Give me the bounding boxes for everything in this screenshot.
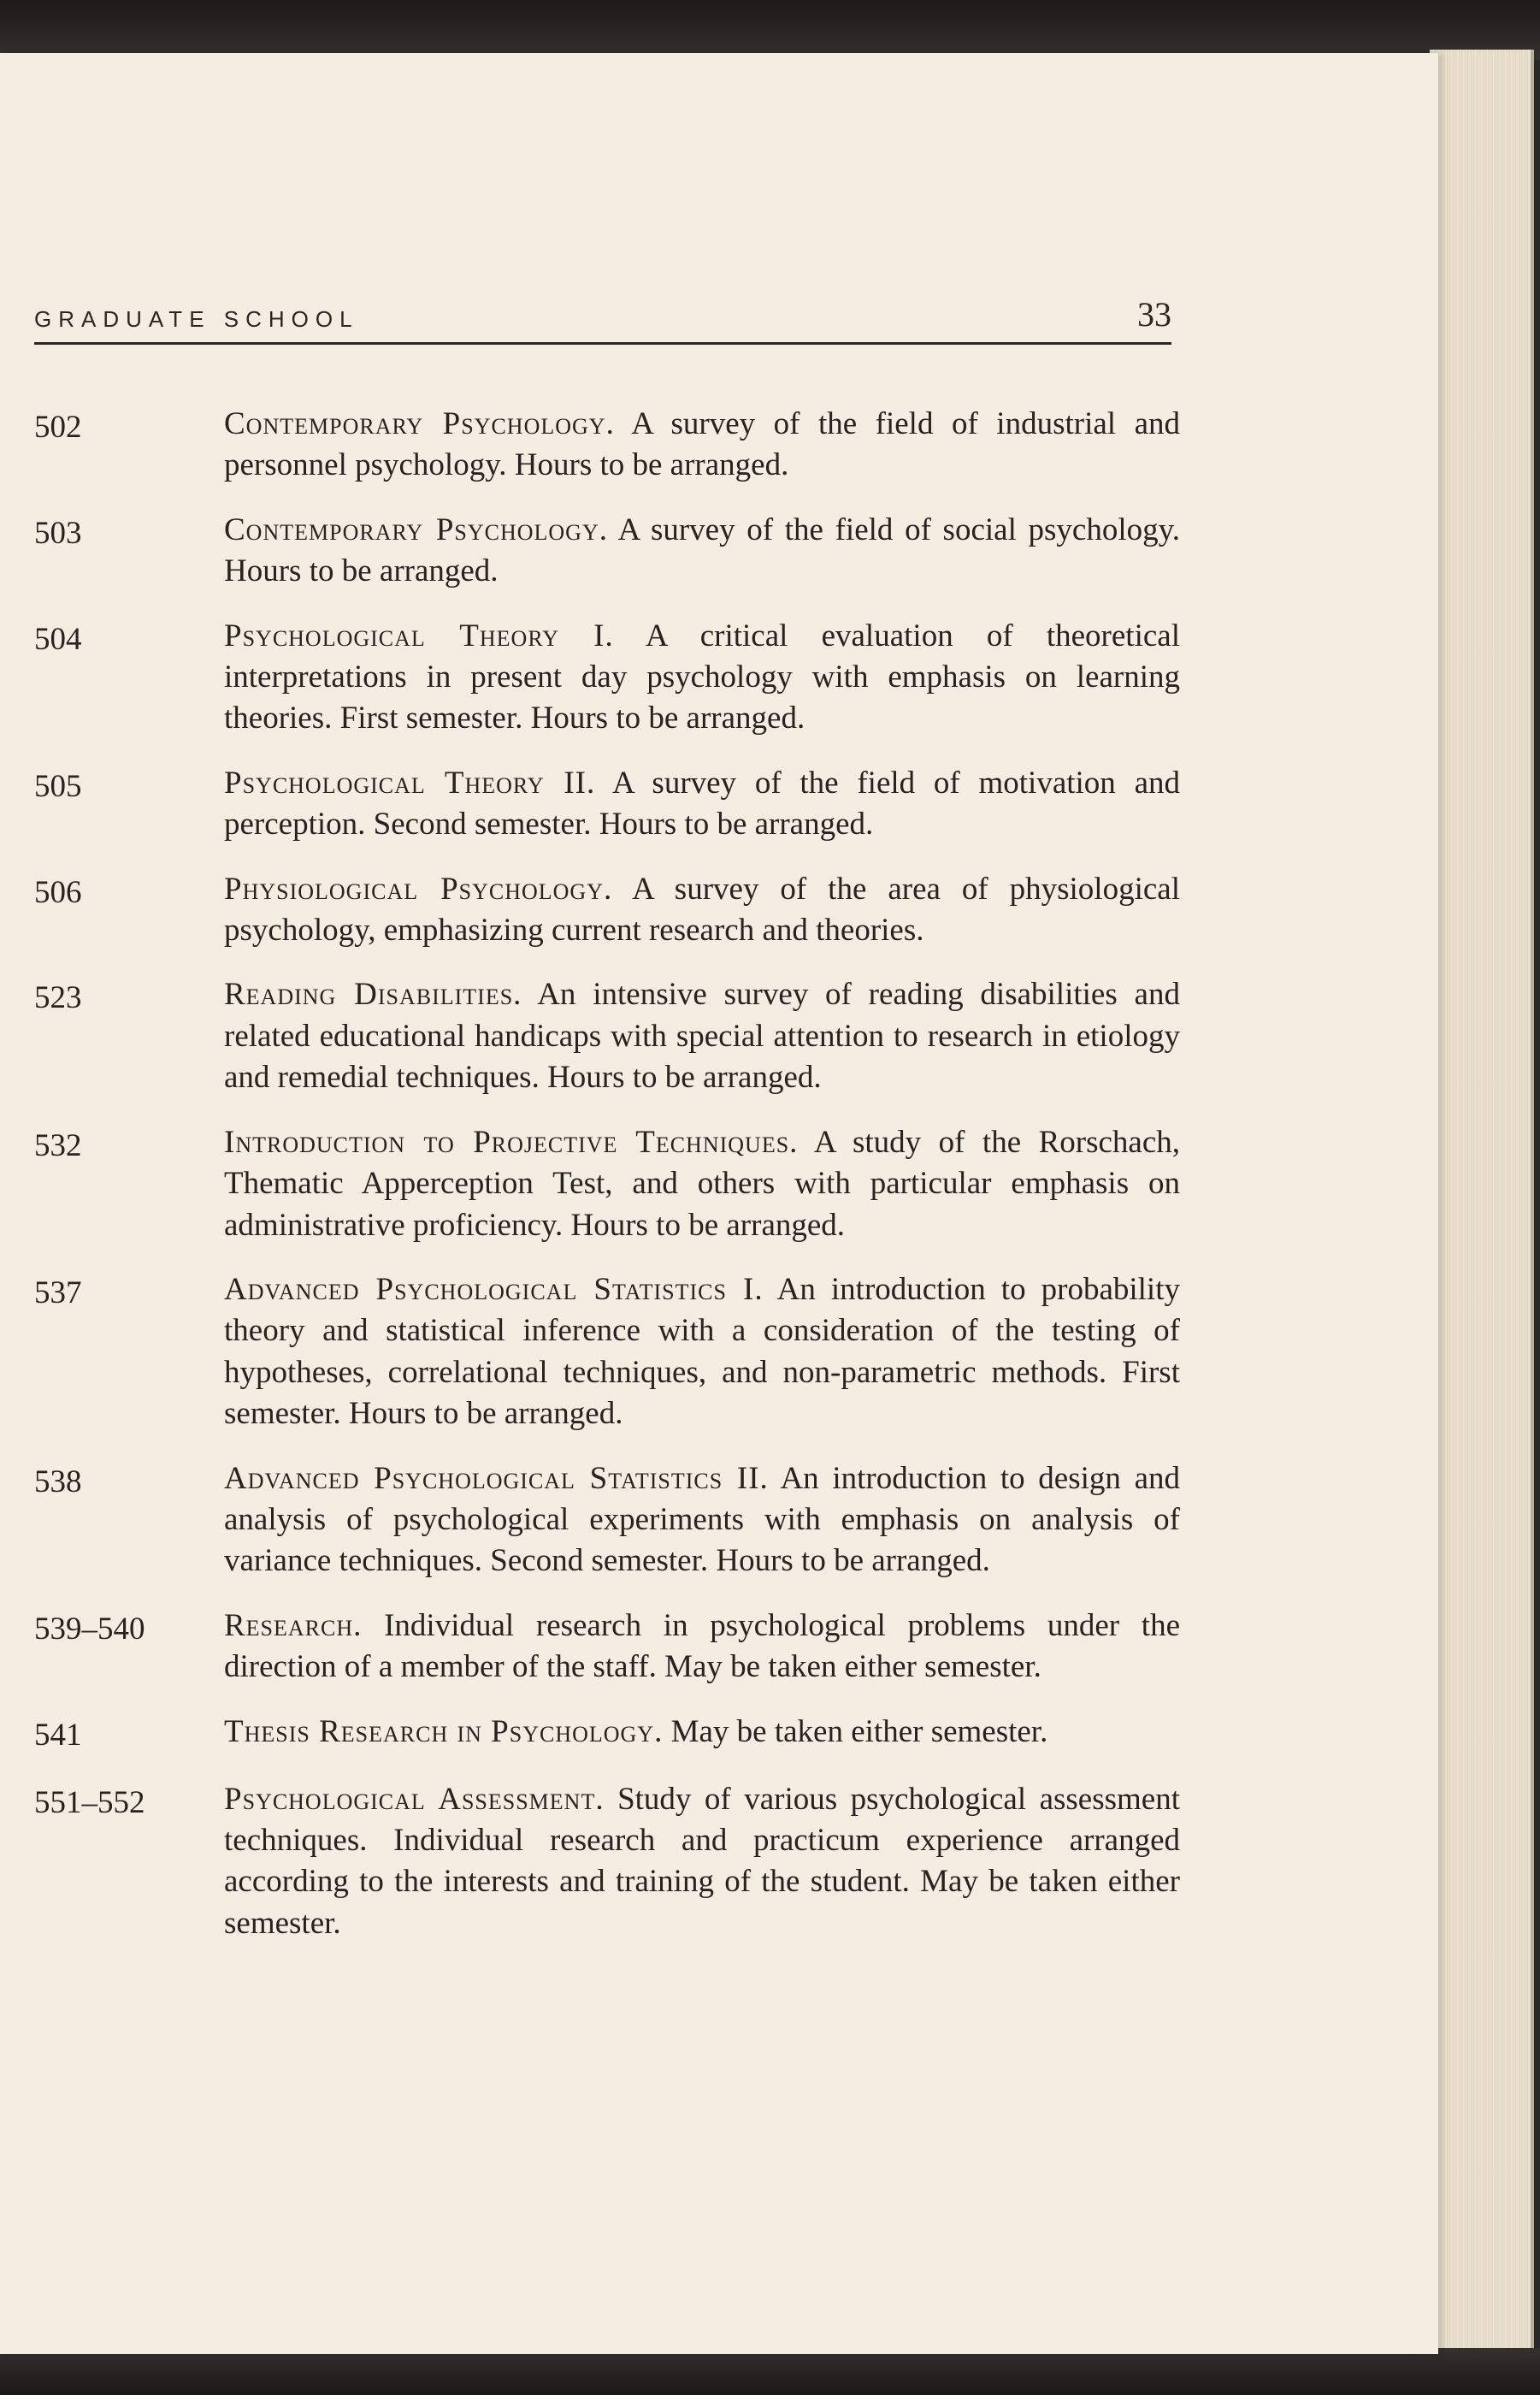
course-description: An introduction to design and analysis of psychological experiments with emphasis on analysis of variance techniques. Second semester. Hours to be arranged. (224, 1460, 1180, 1579)
course-description: A survey of the field of social psychology. Hours to be arranged. (224, 512, 1180, 589)
course-entry (34, 510, 1180, 593)
course-text (224, 1458, 1180, 1582)
course-title: Reading Disabilities. (224, 977, 522, 1013)
course-text (224, 1712, 1180, 1756)
course-description: A survey of the area of physiological psychology, emphasizing current research and theories. (224, 871, 1180, 949)
course-description: An intensive survey of reading disabilities and related educational handicaps with special attention to research in etiology and remedial techniques. Hours to be arranged. (224, 977, 1180, 1096)
course-entry (34, 404, 1180, 487)
course-number: 502 (34, 410, 82, 445)
course-number: 538 (34, 1464, 82, 1499)
course-entry (34, 763, 1180, 846)
course-entry (34, 974, 1180, 1098)
course-entry (34, 869, 1180, 952)
course-number: 539–540 (34, 1611, 145, 1647)
course-title: Introduction to Projective Techniques. (224, 1124, 799, 1160)
course-title: Advanced Psychological Statistics I. (224, 1271, 764, 1307)
course-entry (34, 1122, 1180, 1246)
course-text (224, 763, 1180, 846)
course-description: A study of the Rorschach, Thematic Apperception Test, and others with particular emphasis on administrative proficiency. Hours to be arranged. (224, 1124, 1180, 1243)
course-number: 506 (34, 874, 82, 910)
course-title: Psychological Theory I. (224, 618, 614, 653)
course-title: Contemporary Psychology. (224, 512, 608, 547)
course-title: Thesis Research in Psychology. (224, 1713, 664, 1749)
course-title: Physiological Psychology. (224, 871, 613, 907)
header-rule (34, 342, 1171, 345)
book-top-edge (0, 0, 1540, 60)
course-title: Research. (224, 1607, 363, 1643)
course-text (224, 1606, 1180, 1688)
course-title: Contemporary Psychology. (224, 406, 615, 441)
page-number: 33 (1137, 295, 1171, 334)
course-description: Individual research in psychological problems under the direction of a member of the staff. May be taken either semester. (224, 1607, 1181, 1685)
course-number: 551–552 (34, 1784, 145, 1820)
book-page (0, 53, 1438, 2354)
course-text (224, 1779, 1180, 1945)
course-text (224, 616, 1180, 740)
course-number: 523 (34, 980, 82, 1016)
course-number: 503 (34, 515, 82, 551)
course-description: An introduction to probability theory and statistical inference with a consideration of the testing of hypotheses, correlational techniques, and non-parametric methods. First semester. Hours to be arranged. (224, 1271, 1180, 1432)
page-header (34, 257, 1171, 342)
course-entry (34, 1458, 1180, 1582)
book-bottom-edge (0, 2348, 1540, 2395)
course-text (224, 869, 1180, 952)
course-title: Psychological Theory II. (224, 765, 596, 801)
course-number: 532 (34, 1127, 82, 1163)
course-text (224, 404, 1180, 487)
course-number: 504 (34, 621, 82, 657)
course-description: Study of various psychological assessment techniques. Individual research and practicum experience arranged according to the interests and training of the student. May be taken either semester. (224, 1781, 1181, 1941)
running-head: GRADUATE SCHOOL (34, 306, 359, 332)
course-text (224, 510, 1180, 593)
course-entry (34, 616, 1180, 740)
page-edges (1430, 50, 1534, 2359)
course-text (224, 1122, 1180, 1246)
course-description: May be taken either semester. (670, 1713, 1048, 1749)
course-title: Advanced Psychological Statistics II. (224, 1460, 769, 1496)
course-entry (34, 1712, 1180, 1756)
course-description: A survey of the field of motivation and perception. Second semester. Hours to be arranged. (224, 765, 1180, 843)
course-description: A critical evaluation of theoretical interpretations in present day psychology with emphasis on learning theories. First semester. Hours to be arranged. (224, 618, 1180, 736)
course-title: Psychological Assessment. (224, 1781, 605, 1817)
course-description: A survey of the field of industrial and personnel psychology. Hours to be arranged. (224, 406, 1180, 483)
course-number: 505 (34, 768, 82, 804)
course-text (224, 974, 1180, 1098)
course-entry (34, 1606, 1180, 1688)
course-text (224, 1269, 1180, 1435)
course-entry (34, 1269, 1180, 1435)
course-entry (34, 1779, 1180, 1945)
course-number: 537 (34, 1274, 82, 1310)
course-number: 541 (34, 1717, 82, 1753)
course-list (34, 404, 1180, 1967)
